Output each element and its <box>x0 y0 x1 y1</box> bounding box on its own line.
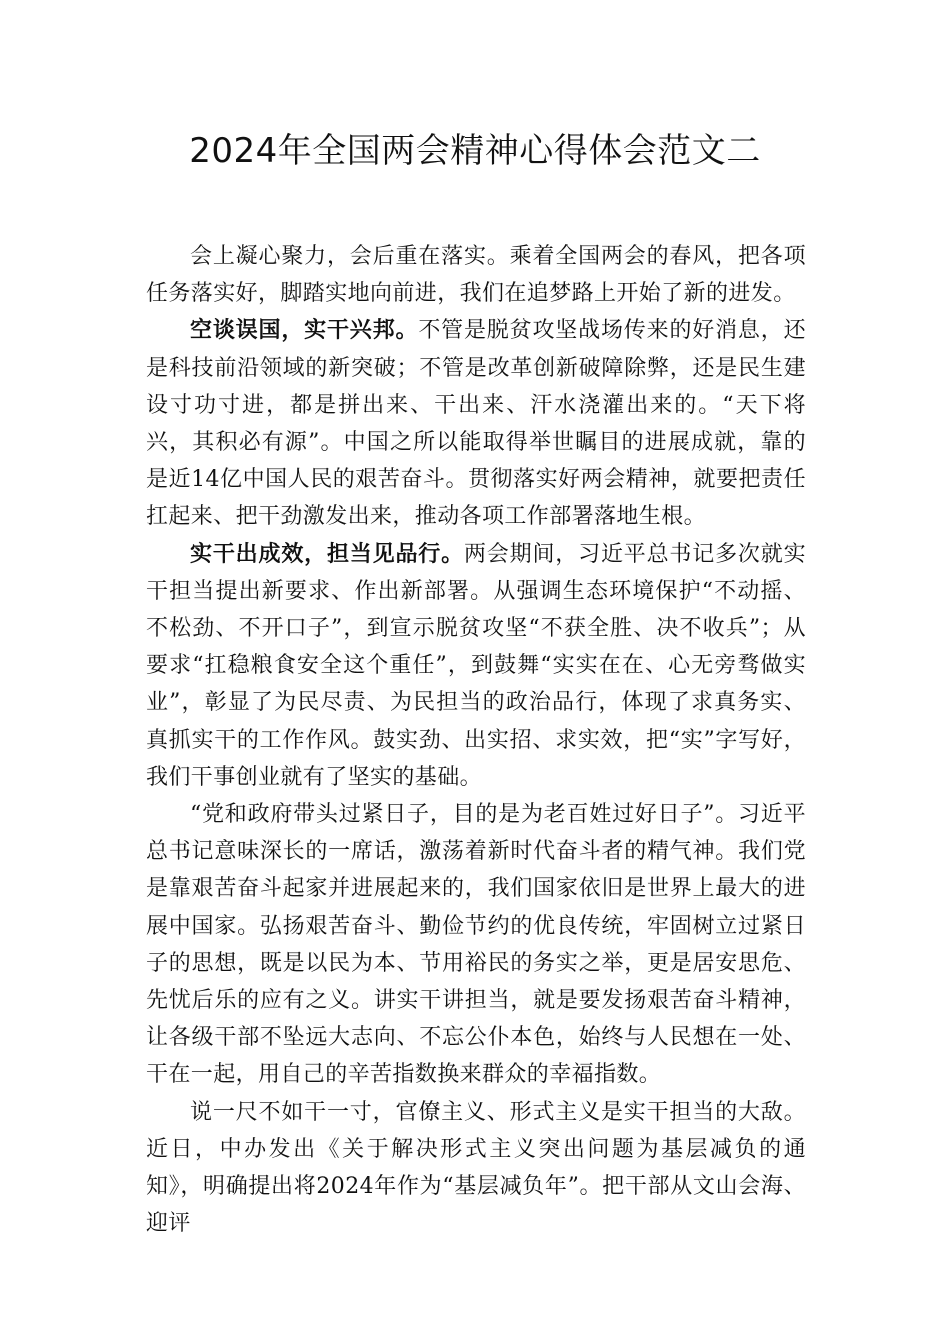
paragraph-4-text: “党和政府带头过紧日子，目的是为老百姓过好日子”。习近平总书记意味深长的一席话，激荡着新时代奋斗者的精气神。我们党是靠艰苦奋斗起家并进展起来的，我们国家依旧是世界上最大的进展中国家。弘扬艰苦奋斗、勤俭节约的优良传统，牢固树立过紧日子的思想，既是以民为本、节用裕民的务实之举，更是居安思危、先忧后乐的应有之义。讲实干讲担当，就是要发扬艰苦奋斗精神，让各级干部不坠远大志向、不忘公仆本色，始终与人民想在一处、干在一起，用自己的辛苦指数换来群众的幸福指数。 <box>146 802 806 1088</box>
paragraph-5-text: 说一尺不如干一寸，官僚主义、形式主义是实干担当的大敌。近日，中办发出《关于解决形式主义突出问题为基层减负的通知》，明确提出将2024年作为“基层减负年”。把干部从文山会海、迎评 <box>146 1099 806 1237</box>
paragraph-1 <box>146 238 806 312</box>
paragraph-5 <box>146 1094 806 1243</box>
paragraph-2 <box>146 312 806 535</box>
paragraph-3-text: 两会期间，习近平总书记多次就实干担当提出新要求、作出新部署。从强调生态环境保护“不动摇、不松劲、不开口子”，到宣示脱贫攻坚“不获全胜、决不收兵”；从要求“扛稳粮食安全这个重任”，到鼓舞“实实在在、心无旁骛做实业”，彰显了为民尽责、为民担当的政治品行，体现了求真务实、真抓实干的工作作风。鼓实劲、出实招、求实效，把“实”字写好，我们干事创业就有了坚实的基础。 <box>146 541 806 790</box>
paragraph-4 <box>146 796 806 1094</box>
paragraph-1-text: 会上凝心聚力，会后重在落实。乘着全国两会的春风，把各项任务落实好，脚踏实地向前进，我们在追梦路上开始了新的进发。 <box>146 244 806 307</box>
paragraph-2-text: 不管是脱贫攻坚战场传来的好消息，还是科技前沿领域的新突破；不管是改革创新破障除弊，还是民生建设寸功寸进，都是拼出来、干出来、汗水浇灌出来的。“天下将兴，其积必有源”。中国之所以能取得举世瞩目的进展成就，靠的是近14亿中国人民的艰苦奋斗。贯彻落实好两会精神，就要把责任扛起来、把干劲激发出来，推动各项工作部署落地生根。 <box>146 318 806 530</box>
paragraph-3 <box>146 536 806 796</box>
document-body <box>146 238 806 1242</box>
document-title: 2024年全国两会精神心得体会范文二 <box>189 131 761 171</box>
paragraph-2-lead: 空谈误国，实干兴邦。 <box>190 318 419 344</box>
paragraph-3-lead: 实干出成效，担当见品行。 <box>190 541 464 567</box>
